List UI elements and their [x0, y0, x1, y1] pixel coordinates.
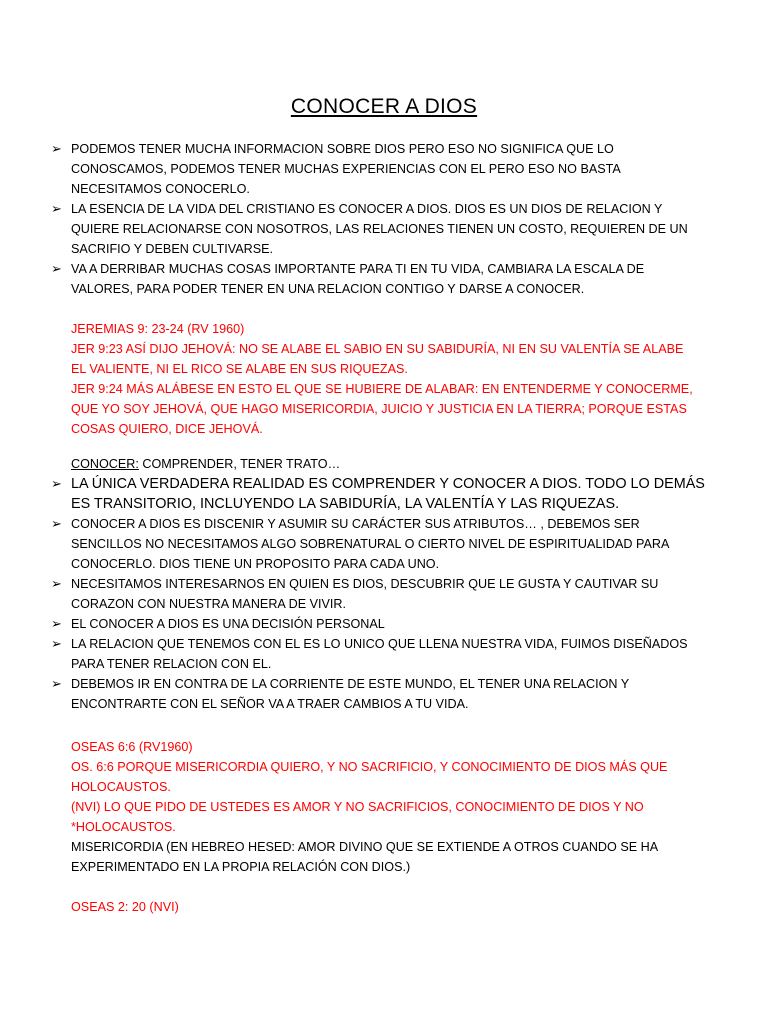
definition-term: CONOCER: — [71, 457, 139, 471]
scripture-line: OS. 6:6 PORQUE MISERICORDIA QUIERO, Y NO SACRIFICIO, Y CONOCIMIENTO DE DIOS MÁS QUE — [71, 760, 668, 774]
jeremias-scripture — [71, 319, 693, 439]
main-bullet-1 — [51, 474, 705, 514]
main-bullet-6 — [51, 674, 671, 714]
intro-bullet-1 — [51, 139, 671, 199]
arrow-bullet-icon: ➢ — [51, 201, 62, 216]
commentary-line: MISERICORDIA (EN HEBREO HESED: AMOR DIVINO QUE SE EXTIENDE A OTROS CUANDO SE HA — [71, 840, 659, 854]
scripture-line: JER 9:23 ASÍ DIJO JEHOVÁ: NO SE ALABE EL SABIO EN SU SABIDURÍA, NI EN SU VALENTÍA SE ALABE — [71, 342, 684, 356]
main-bullet-5 — [51, 634, 688, 674]
arrow-bullet-icon: ➢ — [51, 516, 62, 531]
page-title: CONOCER A DIOS — [290, 95, 478, 118]
bullet-line: PODEMOS TENER MUCHA INFORMACION SOBRE DIOS PERO ESO NO SIGNIFICA QUE LO — [71, 142, 614, 156]
definition — [71, 454, 671, 474]
scripture-line: EL VALIENTE, NI EL RICO SE ALABE EN SUS RIQUEZAS. — [71, 362, 408, 376]
bullet-line: CORAZON CON NUESTRA MANERA DE VIVIR. — [71, 597, 347, 611]
bullet-line: CONOCER A DIOS ES DISCENIR Y ASUMIR SU CARÁCTER SUS ATRIBUTOS… , DEBEMOS SER — [71, 517, 640, 531]
arrow-bullet-icon: ➢ — [51, 261, 62, 276]
bullet-line: ENCONTRARTE CON EL SEÑOR VA A TRAER CAMBIOS A TU VIDA. — [71, 697, 469, 711]
bullet-line: CONOCERLO. DIOS TIENE UN PROPOSITO PARA CADA UNO. — [71, 557, 440, 571]
scripture-line: COSAS QUIERO, DICE JEHOVÁ. — [71, 422, 263, 436]
arrow-bullet-icon: ➢ — [51, 616, 62, 631]
bullet-line: PARA TENER RELACION CON EL. — [71, 657, 272, 671]
bullet-line: DEBEMOS IR EN CONTRA DE LA CORRIENTE DE ESTE MUNDO, EL TENER UNA RELACION Y — [71, 677, 630, 691]
scripture-reference: OSEAS 2: 20 (NVI) — [71, 900, 179, 914]
bullet-line: EL CONOCER A DIOS ES UNA DECISIÓN PERSONAL — [71, 617, 385, 631]
main-bullet-2 — [51, 514, 671, 574]
bullet-line: NECESITAMOS CONOCERLO. — [71, 182, 250, 196]
scripture-line: *HOLOCAUSTOS. — [71, 820, 176, 834]
definition-line — [71, 454, 671, 474]
bullet-line: SACRIFIO Y DEBEN CULTIVARSE. — [71, 242, 274, 256]
arrow-bullet-icon: ➢ — [51, 141, 62, 156]
intro-bullet-2 — [51, 199, 688, 259]
arrow-bullet-icon: ➢ — [51, 476, 62, 491]
intro-bullet-list — [51, 139, 688, 299]
arrow-bullet-icon: ➢ — [51, 576, 62, 591]
scripture-line: JER 9:24 MÁS ALÁBESE EN ESTO EL QUE SE HUBIERE DE ALABAR: EN ENTENDERME Y CONOCERME, — [71, 382, 693, 396]
scripture-line: QUE YO SOY JEHOVÁ, QUE HAGO MISERICORDIA, JUICIO Y JUSTICIA EN LA TIERRA; PORQUE ESTAS — [71, 402, 687, 416]
scripture-reference: OSEAS 6:6 (RV1960) — [71, 740, 193, 754]
bullet-line: LA ESENCIA DE LA VIDA DEL CRISTIANO ES CONOCER A DIOS. DIOS ES UN DIOS DE RELACION Y — [71, 202, 663, 216]
main-bullet-3 — [51, 574, 671, 614]
bullet-line: CONOSCAMOS, PODEMOS TENER MUCHAS EXPERIENCIAS CON EL PERO ESO NO BASTA — [71, 162, 621, 176]
bullet-line: QUIERE RELACIONARSE CON NOSOTROS, LAS RELACIONES TIENEN UN COSTO, REQUIEREN DE UN — [71, 222, 688, 236]
scripture-line: HOLOCAUSTOS. — [71, 780, 171, 794]
commentary-line: EXPERIMENTADO EN LA PROPIA RELACIÓN CON DIOS.) — [71, 860, 411, 874]
bullet-line: LA ÚNICA VERDADERA REALIDAD ES COMPRENDER Y CONOCER A DIOS. TODO LO DEMÁS — [71, 476, 705, 492]
bullet-line: NECESITAMOS INTERESARNOS EN QUIEN ES DIOS, DESCUBRIR QUE LE GUSTA Y CAUTIVAR SU — [71, 577, 659, 591]
arrow-bullet-icon: ➢ — [51, 636, 62, 651]
main-bullet-4 — [51, 614, 671, 634]
bullet-line: VALORES, PARA PODER TENER EN UNA RELACION CONTIGO Y DARSE A CONOCER. — [71, 282, 585, 296]
bullet-line: SENCILLOS NO NECESITAMOS ALGO SOBRENATURAL O CIERTO NIVEL DE ESPIRITUALIDAD PARA — [71, 537, 670, 551]
bullet-line: VA A DERRIBAR MUCHAS COSAS IMPORTANTE PARA TI EN TU VIDA, CAMBIARA LA ESCALA DE — [71, 262, 645, 276]
scripture-reference: JEREMIAS 9: 23-24 (RV 1960) — [71, 322, 245, 336]
bullet-line: LA RELACION QUE TENEMOS CON EL ES LO UNICO QUE LLENA NUESTRA VIDA, FUIMOS DISEÑADOS — [71, 637, 688, 651]
arrow-bullet-icon: ➢ — [51, 676, 62, 691]
definition-text: COMPRENDER, TENER TRATO… — [138, 457, 341, 471]
intro-bullet-3 — [51, 259, 671, 299]
bullet-line: ES TRANSITORIO, INCLUYENDO LA SABIDURÍA, LA VALENTÍA Y LAS RIQUEZAS. — [71, 496, 620, 512]
oseas-6-scripture — [71, 737, 671, 877]
main-bullet-list — [51, 474, 705, 714]
scripture-line: (NVI) LO QUE PIDO DE USTEDES ES AMOR Y NO SACRIFICIOS, CONOCIMIENTO DE DIOS Y NO — [71, 800, 644, 814]
oseas-2-scripture — [71, 897, 671, 917]
